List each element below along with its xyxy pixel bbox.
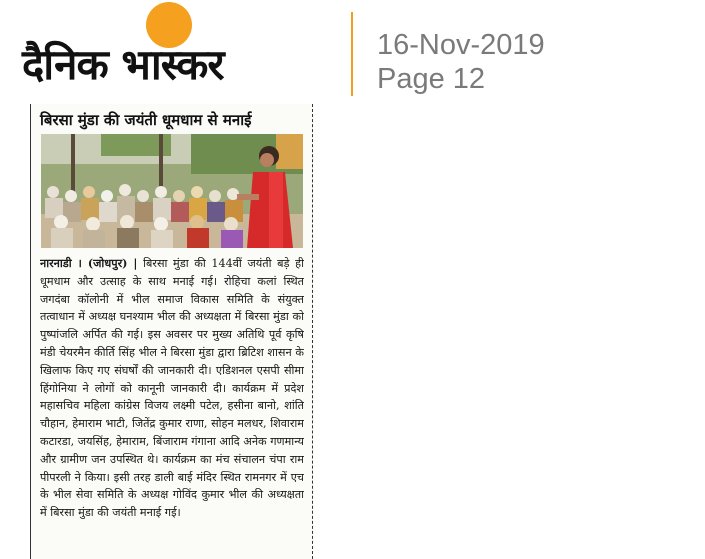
publication-date: 16-Nov-2019 (377, 29, 545, 61)
article-headline: बिरसा मुंडा की जयंती धूमधाम से मनाई (40, 111, 252, 129)
newspaper-logo-text: दैनिक भास्कर (22, 40, 224, 89)
article-body-text: बिरसा मुंडा की 144वीं जयंती बड़े ही धूमधाम और उत्साह के साथ मनाई गई। रोहिचा कलां स्थित जगदंबा कॉलोनी में भील समाज विकास समिति के संयुक्त तत्वाधान में अध्यक्ष घनश्याम भील की अध्यक्षता में बिरसा मुंडा को पुष्पांजलि अर्पित की गई। इस अवसर पर मुख्य अतिथि पूर्व कृषि मंडी चेयरमैन कीर्ति सिंह भील ने बिरसा मुंडा द्वारा ब्रिटिश शासन के खिलाफ किए गए संघर्षों की जानकारी दी। एडिशनल एसपी सीमा हिंगोनिया ने लोगों को कानूनी जानकारी दी। कार्यक्रम में प्रदेश महासचिव महिला कांग्रेस विजय लक्ष्मी पटेल, हसीना बानो, शांति चौहान, हेमाराम भाटी, जितेंद्र कुमार राणा, सोहन मलधर, शिवाराम कटारडा, जयसिंह, हेमाराम, बिंजाराम गंगाना आदि अनेक गणमान्य और ग्रामीण जन उपस्थित थे। कार्यक्रम का मंच संचालन चंपा राम पीपरली ने किया। इसी तरह डाली बाई मंदिर स्थित रामनगर में एच के भील सेवा समिति के अध्यक्ष गोविंद कुमार भील की अध्यक्षता में बिरसा मुंडा की जयंती मनाई गई। (40, 257, 304, 520)
article-body (40, 255, 304, 555)
article-photo (41, 134, 303, 248)
newspaper-masthead (0, 0, 705, 105)
article-dateline: नारनाडी । (जोधपुर) | (40, 256, 138, 270)
clipping-border-left (30, 104, 31, 559)
page-number: Page 12 (377, 63, 486, 95)
header-divider (351, 12, 353, 96)
clipping-border-right (312, 104, 314, 559)
